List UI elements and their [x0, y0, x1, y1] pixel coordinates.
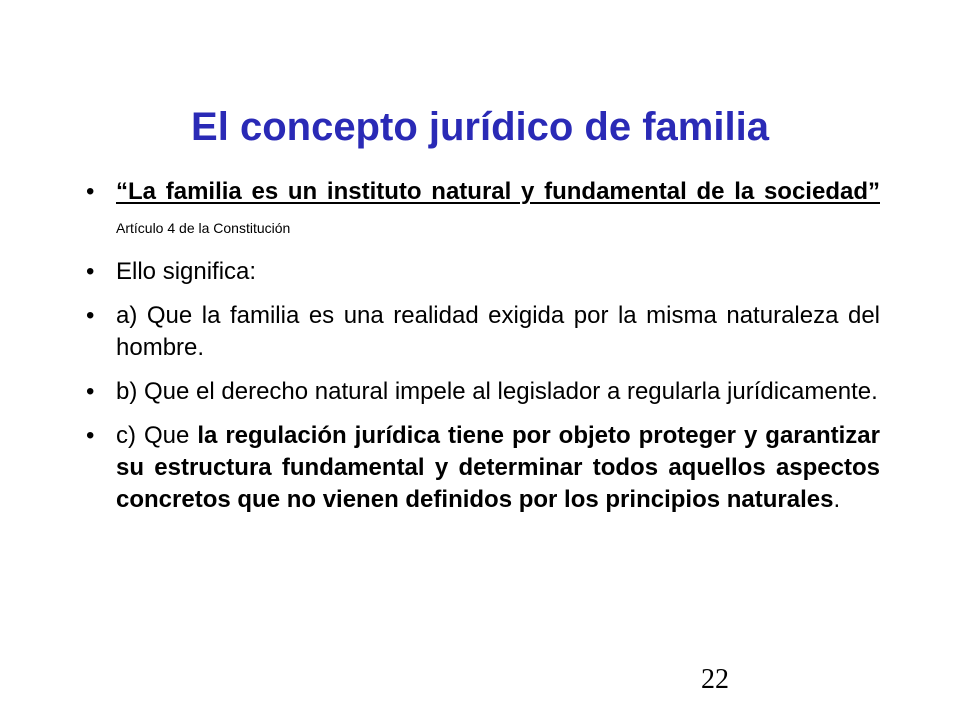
- quote-source: Artículo 4 de la Constitución: [116, 220, 291, 236]
- page-number: 22: [701, 664, 729, 695]
- point-a-text: a) Que la familia es una realidad exigida por la misma naturaleza del hombre.: [116, 302, 880, 361]
- bullet-icon: •: [86, 378, 95, 405]
- point-c-emphasis: la regulación jurídica tiene por objeto proteger y garantizar su estructura fundamental y determinar todos aquellos aspectos concretos que no vienen definidos por los principios naturales: [116, 422, 880, 513]
- bullet-point-b: [86, 376, 880, 408]
- constitution-quote: “La familia es un instituto natural y fundamental de la sociedad”: [116, 178, 880, 205]
- bullet-icon: •: [86, 302, 95, 329]
- point-b-text: b) Que el derecho natural impele al legislador a regularla jurídicamente.: [116, 378, 878, 405]
- bullet-list: [86, 176, 880, 528]
- point-c-suffix: .: [833, 486, 841, 513]
- bullet-point-a: [86, 300, 880, 364]
- meaning-intro-text: Ello significa:: [116, 258, 257, 285]
- bullet-icon: •: [86, 178, 95, 205]
- point-c-prefix: c) Que: [116, 422, 198, 449]
- slide-title: El concepto jurídico de familia: [191, 104, 769, 149]
- bullet-constitution-quote: [86, 176, 880, 244]
- bullet-icon: •: [86, 258, 95, 285]
- bullet-meaning-intro: [86, 256, 880, 288]
- bullet-icon: •: [86, 422, 95, 449]
- bullet-point-c: [86, 420, 880, 516]
